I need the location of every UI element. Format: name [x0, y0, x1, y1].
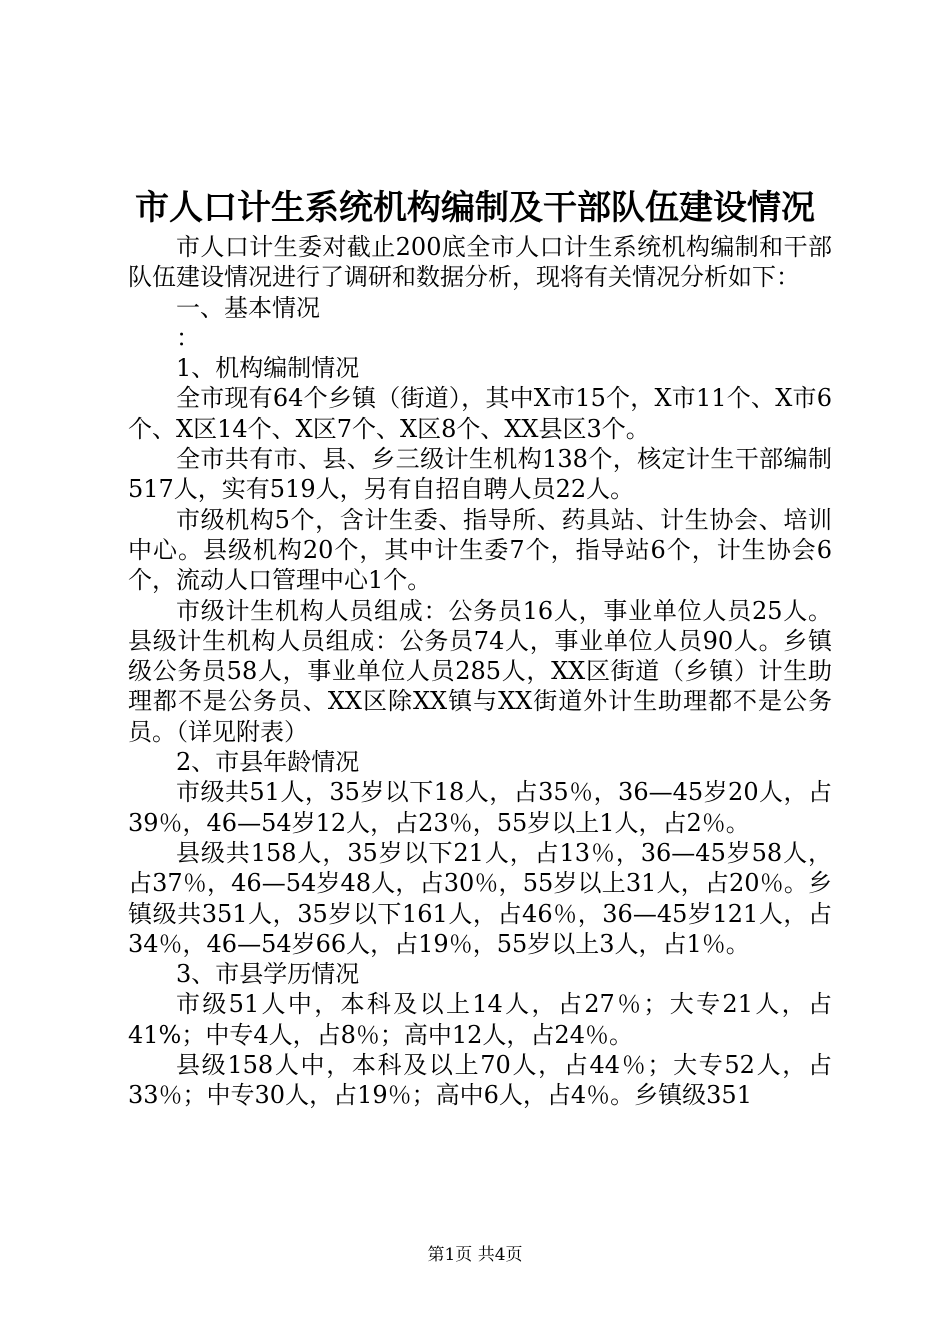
paragraph-intro: 市人口计生委对截止200底全市人口计生系统机构编制和干部队伍建设情况进行了调研和数据分析，现将有关情况分析如下： — [128, 233, 832, 292]
paragraph-staff-composition: 市级计生机构人员组成：公务员16人，事业单位人员25人。县级计生机构人员组成：公务员74人，事业单位人员90人。乡镇级公务员58人，事业单位人员285人，XX区街道（乡镇）计生助理都不是公务员、XX区除XX镇与XX街道外计生助理都不是公务员。（详见附表） — [128, 596, 832, 746]
subheading-age: 2、市县年龄情况 — [176, 748, 360, 777]
subheading-organization: 1、机构编制情况 — [176, 354, 360, 383]
subheading-education: 3、市县学历情况 — [176, 960, 360, 989]
paragraph-city-county-institutions: 市级机构5个，含计生委、指导所、药具站、计生协会、培训中心。县级机构20个，其中计生委7个，指导站6个，计生协会6个，流动人口管理中心1个。 — [128, 505, 832, 595]
paragraph-towns: 全市现有64个乡镇（街道），其中X市15个，X市11个、X市6个、X区14个、X区7个、X区8个、XX县区3个。 — [128, 384, 832, 443]
paragraph-institutions: 全市共有市、县、乡三级计生机构138个，核定计生干部编制517人，实有519人，另有自招自聘人员22人。 — [128, 445, 832, 504]
paragraph-city-age: 市级共51人，35岁以下18人，占35％，36—45岁20人，占39％，46—54岁12人，占23％，55岁以上1人，占2％。 — [128, 778, 832, 837]
paragraph-county-town-age: 县级共158人，35岁以下21人，占13％，36—45岁58人，占37％，46—54岁48人，占30％，55岁以上31人，占20％。乡镇级共351人，35岁以下161人，占46％，36—45岁121人，占34％，46—54岁66人，占19％，55岁以上3人，占1％。 — [128, 838, 832, 958]
paragraph-city-education: 市级51人中，本科及以上14人，占27％；大专21人，占41%；中专4人，占8％；高中12人，占24％。 — [128, 990, 832, 1049]
paragraph-colon: ： — [176, 323, 200, 352]
document-body — [128, 232, 832, 1111]
page-number-footer: 第1页 共4页 — [427, 1245, 523, 1265]
document-title: 市人口计生系统机构编制及干部队伍建设情况 — [135, 188, 815, 228]
section-heading-basic: 一、基本情况 — [176, 293, 320, 322]
paragraph-county-education: 县级158人中，本科及以上70人，占44％；大专52人，占33％；中专30人，占19％；高中6人，占4％。乡镇级351 — [128, 1051, 832, 1110]
